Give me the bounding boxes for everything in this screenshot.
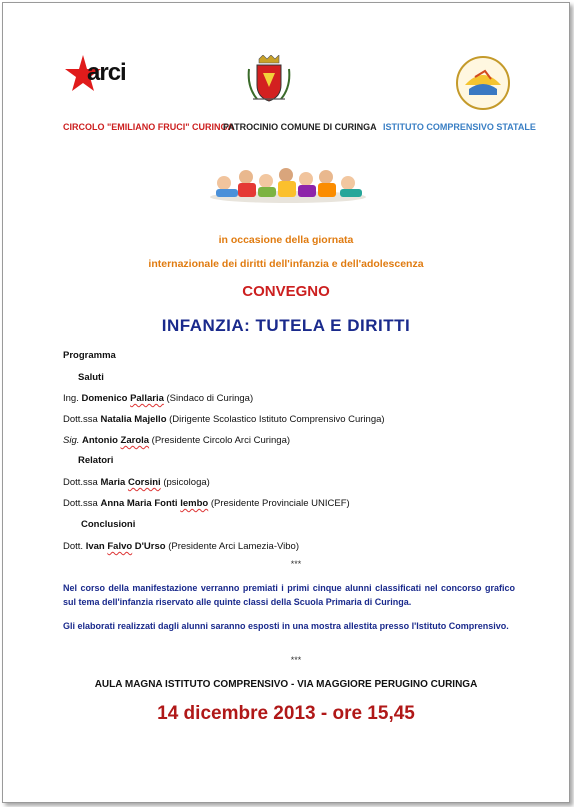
document-page <box>2 2 570 803</box>
program-heading: Programma <box>63 350 116 361</box>
venue: AULA MAGNA ISTITUTO COMPRENSIVO - VIA MAGGIORE PERUGINO CURINGA <box>94 679 478 690</box>
children-group-icon <box>208 163 368 203</box>
conclusioni-item: Dott. Ivan Falvo D'Urso (Presidente Arci Lamezia-Vibo) <box>63 541 299 552</box>
event-date: 14 dicembre 2013 - ore 15,45 <box>157 703 415 724</box>
saluti-item: Ing. Domenico Pallaria (Sindaco di Curinga) <box>63 393 254 404</box>
coat-of-arms-logo <box>245 55 293 107</box>
relatori-item: Dott.ssa Anna Maria Fonti Iembo (Presidente Provinciale UNICEF) <box>63 498 350 509</box>
school-emblem-icon <box>455 55 511 111</box>
arci-logo-text: arci <box>87 59 126 86</box>
intro-line-2: internazionale dei diritti dell'infanzia e dell'adolescenza <box>148 258 424 270</box>
header-label-istituto: ISTITUTO COMPRENSIVO STATALE <box>383 122 536 132</box>
intro-line-1: in occasione della giornata <box>218 234 354 246</box>
event-title: CONVEGNO <box>242 283 330 300</box>
header-label-circolo: CIRCOLO "EMILIANO FRUCI" CURINGA <box>63 122 235 132</box>
arci-logo <box>65 53 135 99</box>
note-paragraph-1: Nel corso della manifestazione verranno premiati i primi cinque alunni classificati nel concorso grafico sul tema dell'infanzia riservato alle quinte classi della Scuola Primaria di Curinga. <box>63 583 515 607</box>
relatori-heading: Relatori <box>78 455 114 466</box>
main-title: INFANZIA: TUTELA E DIRITTI <box>161 316 411 335</box>
children-image <box>208 163 368 203</box>
crest-icon <box>245 55 293 107</box>
saluti-heading: Saluti <box>78 372 104 383</box>
school-logo <box>455 55 511 111</box>
saluti-item: Sig. Antonio Zarola (Presidente Circolo Arci Curinga) <box>63 435 291 446</box>
conclusioni-heading: Conclusioni <box>81 519 136 530</box>
header-label-patrocinio: PATROCINIO COMUNE DI CURINGA <box>223 122 377 132</box>
separator: *** <box>290 559 302 569</box>
separator: *** <box>290 655 302 665</box>
note-paragraph-2: Gli elaborati realizzati dagli alunni saranno esposti in una mostra allestita presso l'Istituto Comprensivo. <box>63 621 509 631</box>
saluti-item: Dott.ssa Natalia Majello (Dirigente Scolastico Istituto Comprensivo Curinga) <box>63 414 385 425</box>
relatori-item: Dott.ssa Maria Corsini (psicologa) <box>63 477 210 488</box>
